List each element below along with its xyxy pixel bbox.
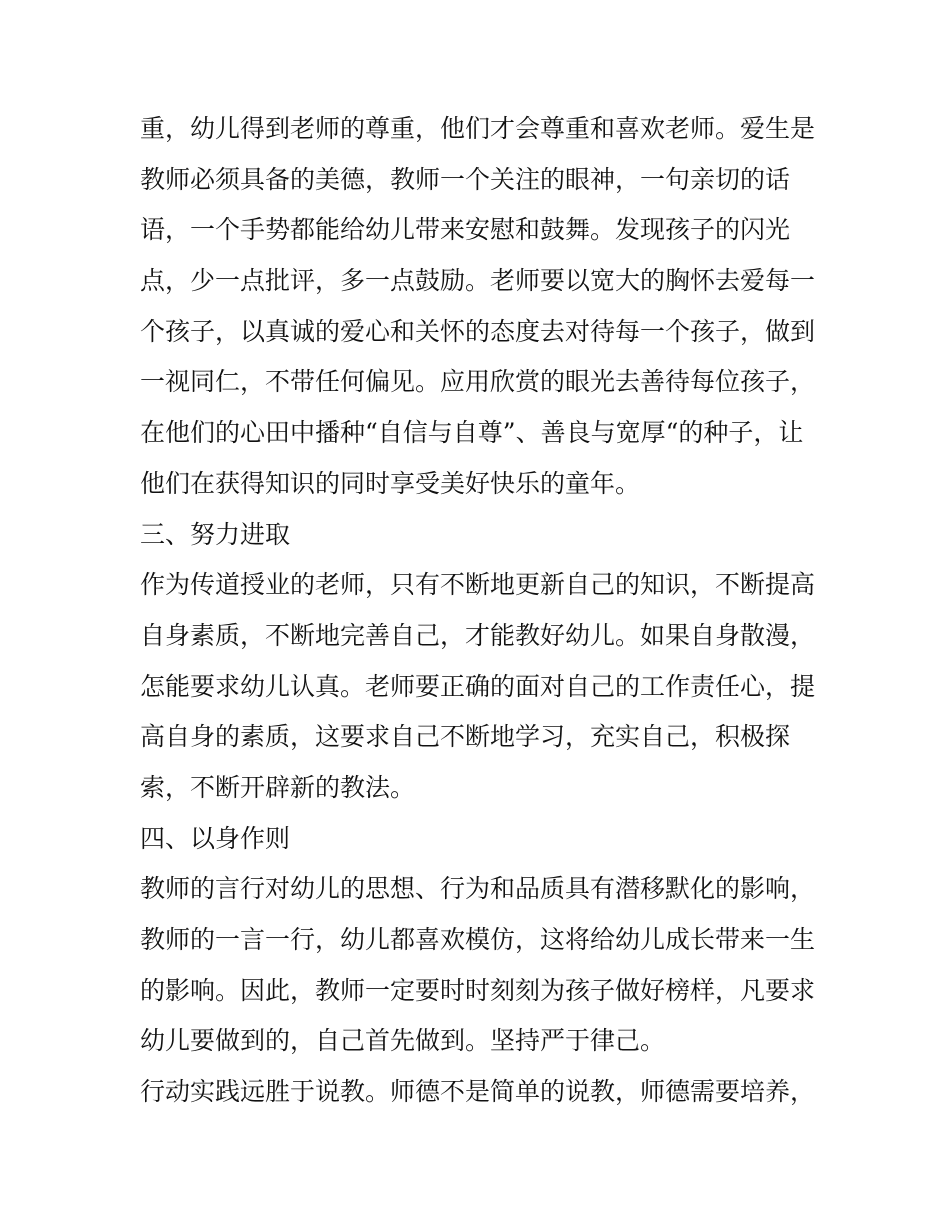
section-heading: 三、努力进取 (140, 519, 291, 549)
text-line: 个孩子，以真诚的爱心和关怀的态度去对待每一个孩子，做到 (140, 316, 816, 346)
text-line: 语，一个手势都能给幼儿带来安慰和鼓舞。发现孩子的闪光 (140, 215, 791, 245)
text-line: 自身素质，不断地完善自己，才能教好幼儿。如果自身散漫， (140, 620, 816, 650)
text-line: 作为传道授业的老师，只有不断地更新自己的知识，不断提高 (140, 570, 816, 600)
text-line: 行动实践远胜于说教。师德不是简单的说教，师德需要培养， (140, 1077, 816, 1107)
text-line: 他们在获得知识的同时享受美好快乐的童年。 (140, 468, 641, 498)
text-line: 幼儿要做到的，自己首先做到。坚持严于律己。 (140, 1026, 666, 1056)
text-line: 在他们的心田中播种“自信与自尊”、善良与宽厚“的种子，让 (140, 418, 804, 448)
text-line: 重，幼儿得到老师的尊重，他们才会尊重和喜欢老师。爱生是 (140, 114, 816, 143)
text-line: 教师的一言一行，幼儿都喜欢模仿，这将给幼儿成长带来一生 (140, 925, 816, 954)
text-line: 高自身的素质，这要求自己不断地学习，充实自己，积极探 (140, 722, 791, 752)
text-line: 的影响。因此，教师一定要时时刻刻为孩子做好榜样，凡要求 (140, 975, 816, 1005)
document-body (140, 104, 820, 1118)
text-line: 教师的言行对幼儿的思想、行为和品质具有潜移默化的影响， (140, 874, 816, 904)
text-line: 教师必须具备的美德，教师一个关注的眼神，一句亲切的话 (140, 164, 791, 194)
text-line: 索，不断开辟新的教法。 (140, 772, 416, 802)
text-line: 怎能要求幼儿认真。老师要正确的面对自己的工作责任心，提 (140, 671, 816, 701)
text-line: 点，少一点批评，多一点鼓励。老师要以宽大的胸怀去爱每一 (140, 266, 816, 296)
section-heading: 四、以身作则 (140, 823, 291, 853)
text-line: 一视同仁，不带任何偏见。应用欣赏的眼光去善待每位孩子， (140, 367, 816, 397)
